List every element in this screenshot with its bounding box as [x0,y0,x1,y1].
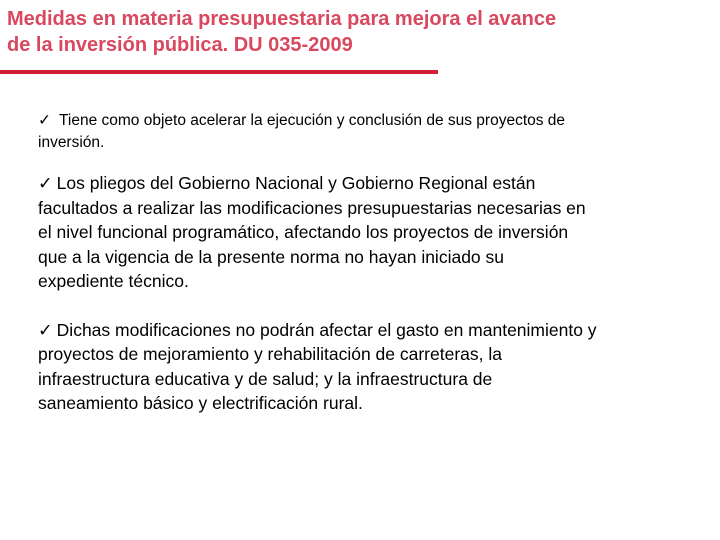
bullet-text: Dichas modificaciones no podrán afectar el gasto en mantenimiento y [56,319,597,340]
checkmark-icon: ✓ [38,173,53,193]
bullet-line: que a la vigencia de la presente norma no hayan iniciado su [38,246,505,267]
checkmark-icon: ✓ [38,112,51,129]
bullet-line: facultados a realizar las modificaciones presupuestarias necesarias en [38,197,586,218]
title-underline-rule [0,70,438,74]
bullet-line: infraestructura educativa y de salud; y la infraestructura de [38,368,493,389]
bullet-line: inversión. [38,134,105,151]
bullet-line: saneamiento básico y electrificación rural. [38,393,363,413]
bullet-line: proyectos de mejoramiento y rehabilitación de carreteras, la [38,344,502,364]
slide-title [7,6,707,58]
slide-title-line-2: de la inversión pública. DU 035-2009 [7,34,353,56]
slide-title-line-1: Medidas en materia presupuestaria para mejora el avance [7,8,557,30]
bullet-text: Tiene como objeto acelerar la ejecución y conclusión de sus proyectos de [59,112,566,129]
bullet-line: expediente técnico. [38,271,189,291]
bullet-text: Los pliegos del Gobierno Nacional y Gobierno Regional están [56,173,536,193]
checkmark-icon: ✓ [38,319,53,340]
bullet-line [38,318,688,343]
bullet-item-pliegos [38,171,688,294]
bullet-line [38,171,688,196]
bullet-list [38,110,688,416]
bullet-line [38,110,688,132]
bullet-line: el nivel funcional programático, afectando los proyectos de inversión [38,222,569,242]
bullet-item-objective [38,110,688,154]
bullet-item-restrictions [38,318,688,416]
